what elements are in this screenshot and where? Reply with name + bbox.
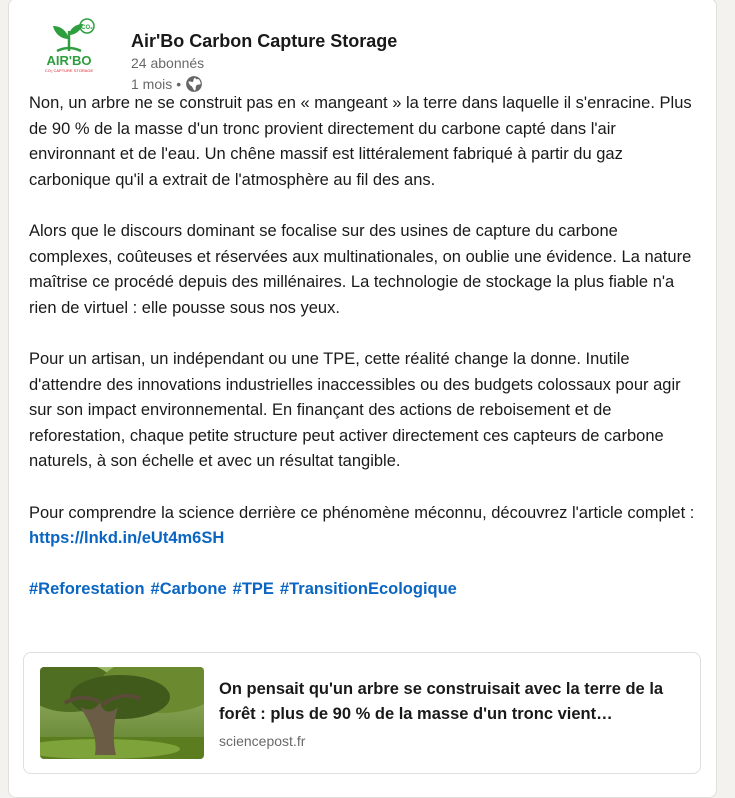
post-body [29, 91, 701, 603]
logo-co2-text: CO₂ [81, 25, 93, 31]
article-preview-card[interactable] [23, 652, 701, 774]
post-paragraph-1: Non, un arbre ne se construit pas en « mangeant » la terre dans laquelle il s'enracine. Plus de 90 % de la masse d'un tronc provient directement du carbone capté dans l'air environnant et de l'eau. Un chêne massif est littéralement fabriqué à partir du gaz carbonique qu'il a extrait de l'atmosphère au fil des ans. [29, 94, 692, 189]
hashtag-reforestation[interactable]: #Reforestation [29, 580, 145, 599]
company-logo[interactable] [41, 17, 97, 75]
hashtag-carbone[interactable]: #Carbone [150, 580, 227, 599]
post-card [8, 0, 717, 798]
logo-subtext: CO₂ CAPTURE STORAGE [44, 68, 94, 73]
hashtag-transition-ecologique[interactable]: #TransitionEcologique [279, 580, 457, 599]
article-thumbnail[interactable] [40, 667, 204, 759]
hashtag-list [29, 577, 701, 603]
article-source: sciencepost.fr [219, 733, 306, 749]
article-title[interactable]: On pensait qu'un arbre se construisait avec la terre de la forêt : plus de 90 % de la masse d'un tronc vient… [219, 680, 664, 723]
follower-count: 24 abonnés [131, 55, 205, 71]
hashtag-tpe[interactable]: #TPE [232, 580, 274, 599]
meta-separator: • [176, 76, 182, 92]
post-paragraph-2: Alors que le discours dominant se focalise sur des usines de capture du carbone complexes, coûteuses et réservées aux multinationales, on oublie une évidence. La nature maîtrise ce procédé depuis des millénaires. La technologie de stockage la plus fiable n'a rien de virtuel : elle pousse sous nos yeux. [29, 221, 692, 317]
company-name[interactable]: Air'Bo Carbon Capture Storage [131, 31, 398, 51]
logo-text: AIR'BO [46, 53, 92, 68]
post-paragraph-3: Pour un artisan, un indépendant ou une TPE, cette réalité change la donne. Inutile d'attendre des innovations industrielles inaccessibles ou des budgets colossaux pour agir sur son impact environnemental. En finançant des actions de reboisement et de reforestation, chaque petite structure peut activer directement ces capteurs de carbone naturels, à son échelle et avec un résultat tangible. [29, 349, 681, 471]
post-paragraph-4: Pour comprendre la science derrière ce phénomène méconnu, découvrez l'article complet : [29, 503, 695, 522]
post-time: 1 mois [131, 76, 173, 92]
article-link[interactable]: https://lnkd.in/eUt4m6SH [29, 529, 225, 548]
